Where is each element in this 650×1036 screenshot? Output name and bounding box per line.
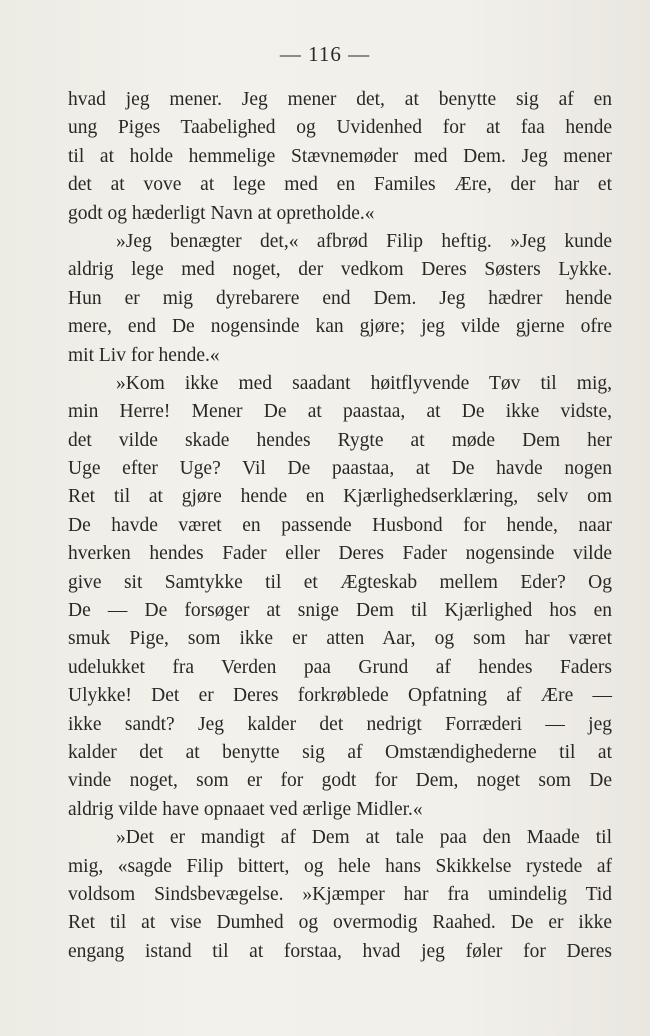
text-line: udelukket fra Verden paa Grund af hendes Faders [68,656,612,678]
text-line: De — De forsøger at snige Dem til Kjærlighed hos en [68,600,612,622]
text-line: vinde noget, som er for godt for Dem, noget som De [68,770,612,792]
text-line: det vilde skade hendes Rygte at møde Dem her [68,429,612,451]
text-line: give sit Samtykke til et Ægteskab mellem Eder? Og [68,571,612,593]
text-line: Ret til at vise Dumhed og overmodig Raahed. De er ikke [68,912,612,934]
page-number: — 116 — [279,42,371,66]
text-line: det at vove at lege med en Familes Ære, der har et [68,174,612,196]
text-line: mig, «sagde Filip bittert, og hele hans Skikkelse rystede af [68,855,612,877]
text-line: hverken hendes Fader eller Deres Fader nogensinde vilde [68,543,612,565]
text-line: »Jeg benægter det,« afbrød Filip heftig. »Jeg kunde [116,230,612,252]
text-line: aldrig lege med noget, der vedkom Deres Søsters Lykke. [68,259,612,281]
body-text [68,86,612,966]
text-line: aldrig vilde have opnaaet ved ærlige Midler.« [68,798,423,820]
text-line: til at holde hemmelige Stævnemøder med Dem. Jeg mener [68,145,612,167]
text-line: smuk Pige, som ikke er atten Aar, og som har været [68,628,612,650]
text-line: Hun er mig dyrebarere end Dem. Jeg hædrer hende [68,287,612,309]
text-line: De havde været en passende Husbond for hende, naar [68,514,612,536]
text-line: engang istand til at forstaa, hvad jeg føler for Deres [68,940,612,962]
text-line: ung Piges Taabelighed og Uvidenhed for at faa hende [68,117,612,139]
text-line: »Kom ikke med saadant høitflyvende Tøv til mig, [116,372,612,394]
text-line: kalder det at benytte sig af Omstændighederne til at [68,741,612,763]
text-line: min Herre! Mener De at paastaa, at De ikke vidste, [68,401,612,423]
text-line: Uge efter Uge? Vil De paastaa, at De havde nogen [68,458,612,480]
text-line: »Det er mandigt af Dem at tale paa den Maade til [116,827,612,849]
text-line: voldsom Sindsbevægelse. »Kjæmper har fra umindelig Tid [68,883,612,905]
text-line: Ret til at gjøre hende en Kjærlighedserklæring, selv om [68,486,612,508]
text-line: ikke sandt? Jeg kalder det nedrigt Forræderi — jeg [68,713,612,735]
text-line: godt og hæderligt Navn at opretholde.« [68,202,375,224]
text-line: mit Liv for hende.« [68,344,220,366]
text-line: mere, end De nogensinde kan gjøre; jeg vilde gjerne ofre [68,316,612,338]
text-line: hvad jeg mener. Jeg mener det, at benytte sig af en [68,89,612,110]
text-line: Ulykke! Det er Deres forkrøblede Opfatning af Ære — [68,685,612,707]
